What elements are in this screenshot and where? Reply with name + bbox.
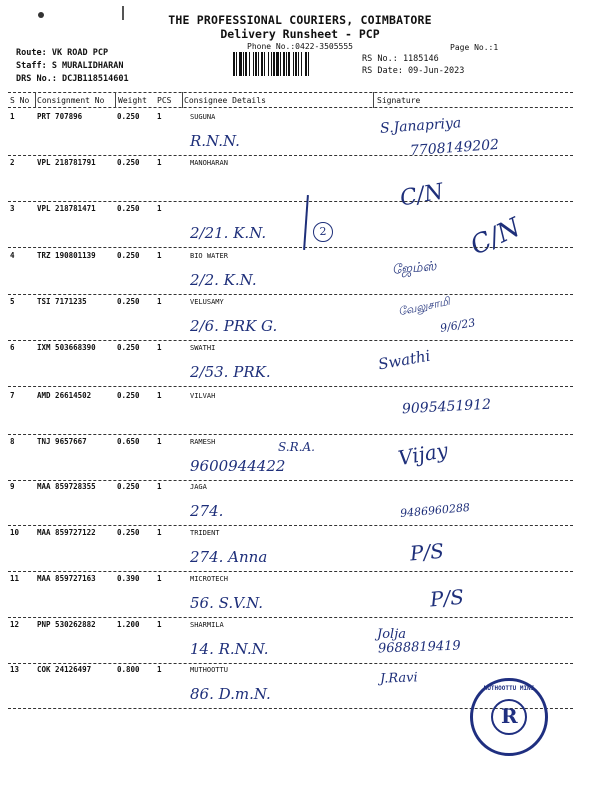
- row1-sig-phone: 7708149202: [409, 136, 500, 160]
- row-consignment-no: TSI 7171235: [37, 297, 87, 306]
- row-weight: 0.250: [117, 297, 140, 306]
- row-separator: [8, 247, 573, 248]
- row-signature: 9688819419: [377, 638, 461, 657]
- row-address-handwritten: 274. Anna: [190, 548, 268, 566]
- header-bottom-rule: [8, 107, 573, 108]
- row-consignee-name: RAMESH: [190, 438, 216, 446]
- row-consignment-no: TRZ 190801139: [37, 251, 96, 260]
- row-signature: Vijay: [396, 437, 450, 471]
- row-consignment-no: MAA 859727163: [37, 574, 96, 583]
- row-signature: C/N: [398, 179, 446, 212]
- row-separator: [8, 340, 573, 341]
- row-pcs: 1: [157, 437, 162, 446]
- row-consignment-no: COK 24126497: [37, 665, 92, 674]
- row-separator: [8, 434, 573, 435]
- row-signature: Swathi: [376, 346, 432, 374]
- row-address-handwritten: 2/2. K.N.: [190, 271, 257, 289]
- row-address-handwritten: 56. S.V.N.: [190, 594, 264, 612]
- row-sno: 9: [10, 482, 15, 491]
- stamp-text: MUTHOOTTU MINI: [483, 685, 535, 692]
- row-separator: [8, 201, 573, 202]
- col-signature: Signature: [377, 96, 421, 105]
- row-pcs: 1: [157, 482, 162, 491]
- rs-date: RS Date: 09-Jun-2023: [362, 66, 465, 76]
- row-sno: 4: [10, 251, 15, 260]
- row-pcs: 1: [157, 343, 162, 352]
- row-consignee-name: SWATHI: [190, 344, 216, 352]
- row-sno: 6: [10, 343, 15, 352]
- row-sno: 1: [10, 112, 15, 121]
- row-sno: 8: [10, 437, 15, 446]
- row-separator: [8, 525, 573, 526]
- row-sno: 12: [10, 620, 20, 629]
- row-address-handwritten: 9600944422: [190, 457, 286, 475]
- page-number: Page No.:1: [450, 43, 499, 52]
- row-separator: [8, 480, 573, 481]
- row-address-handwritten: 2/53. PRK.: [190, 363, 271, 381]
- header-top-rule: [8, 92, 573, 93]
- row-consignee-name: BIO WATER: [190, 252, 228, 260]
- row-address-handwritten: 2/21. K.N.: [190, 224, 267, 242]
- row-sno: 7: [10, 391, 15, 400]
- row-separator: [8, 294, 573, 295]
- row-signature: P/S: [409, 538, 445, 566]
- row-weight: 0.250: [117, 251, 140, 260]
- col-pcs: PCS: [157, 96, 172, 105]
- row-consignee-name: MICROTECH: [190, 575, 228, 583]
- row5-sig-name: வேலுசாமி: [397, 294, 451, 319]
- row-separator: [8, 155, 573, 156]
- row-sno: 13: [10, 665, 20, 674]
- row-sno: 2: [10, 158, 15, 167]
- row-signature: 9/6/23: [439, 316, 477, 335]
- row-weight: 0.250: [117, 158, 140, 167]
- row-sno: 11: [10, 574, 20, 583]
- col-divider: [115, 92, 116, 108]
- row-weight: 0.800: [117, 665, 140, 674]
- row-consignee-name: MUTHOOTTU: [190, 666, 228, 674]
- col-consignee: Consignee Details: [184, 96, 266, 105]
- row-address-handwritten: 2/6. PRK G.: [190, 317, 278, 335]
- row-weight: 1.200: [117, 620, 140, 629]
- row-weight: 0.250: [117, 112, 140, 121]
- row3-circle-mark: 2: [313, 222, 333, 242]
- row-consignee-name: JAGA: [190, 483, 207, 491]
- rs-number: RS No.: 1185146: [362, 54, 439, 64]
- row-consignee-name: MANOHARAN: [190, 159, 228, 167]
- row-pcs: 1: [157, 665, 162, 674]
- row-pcs: 1: [157, 251, 162, 260]
- col-divider: [182, 92, 183, 108]
- row-pcs: 1: [157, 391, 162, 400]
- col-consignment: Consignment No: [37, 96, 105, 105]
- row-pcs: 1: [157, 112, 162, 121]
- row-consignment-no: VPL 218781471: [37, 204, 96, 213]
- row-separator: [8, 663, 573, 664]
- row-sno: 5: [10, 297, 15, 306]
- row-address-handwritten: 14. R.N.N.: [190, 640, 269, 658]
- row-pcs: 1: [157, 620, 162, 629]
- row-weight: 0.250: [117, 204, 140, 213]
- route-label: Route: VK ROAD PCP: [16, 48, 109, 58]
- row-consignee-name: SUGUNA: [190, 113, 216, 121]
- row-weight: 0.650: [117, 437, 140, 446]
- phone-number: Phone No.:0422-3505555: [247, 42, 353, 51]
- row-consignment-no: PRT 707896: [37, 112, 83, 121]
- barcode: [233, 52, 355, 76]
- row-signature: 9486960288: [399, 500, 471, 521]
- row-separator: [8, 386, 573, 387]
- row-pcs: 1: [157, 574, 162, 583]
- row12-sig-name: Jolja: [377, 627, 406, 642]
- row-weight: 0.250: [117, 482, 140, 491]
- row-consignment-no: MAA 859728355: [37, 482, 96, 491]
- row-consignment-no: MAA 859727122: [37, 528, 96, 537]
- company-name: THE PROFESSIONAL COURIERS, COIMBATORE: [168, 13, 432, 27]
- stamp-initial: R: [501, 704, 518, 728]
- row-pcs: 1: [157, 204, 162, 213]
- staff-label: Staff: S MURALIDHARAN: [16, 61, 124, 71]
- col-sno: S No: [10, 96, 30, 105]
- row-signature: P/S: [429, 584, 465, 612]
- row1-sig-name: S.Janapriya: [379, 115, 462, 137]
- bracket-mark: [303, 195, 309, 250]
- row8-note: S.R.A.: [278, 440, 315, 454]
- row-weight: 0.250: [117, 343, 140, 352]
- row-weight: 0.390: [117, 574, 140, 583]
- row-pcs: 1: [157, 528, 162, 537]
- row-consignment-no: IXM 503668390: [37, 343, 96, 352]
- row-pcs: 1: [157, 297, 162, 306]
- col-divider: [373, 92, 374, 108]
- row-address-handwritten: R.N.N.: [190, 132, 240, 150]
- row-address-handwritten: 86. D.m.N.: [190, 685, 271, 703]
- row-separator: [8, 617, 573, 618]
- row-signature: ஜேம்ஸ்: [391, 259, 438, 278]
- row-signature: J.Ravi: [379, 670, 418, 687]
- row-consignment-no: VPL 218781791: [37, 158, 96, 167]
- col-divider: [35, 92, 36, 108]
- row-consignment-no: AMD 26614502: [37, 391, 92, 400]
- row-separator: [8, 571, 573, 572]
- row-consignee-name: VELUSAMY: [190, 298, 224, 306]
- drs-number: DRS No.: DCJB118514601: [16, 74, 129, 84]
- row-consignment-no: PNP 530262882: [37, 620, 96, 629]
- row-sno: 3: [10, 204, 15, 213]
- row-weight: 0.250: [117, 528, 140, 537]
- row-signature: C/N: [466, 212, 526, 262]
- row-consignee-name: SHARMILA: [190, 621, 224, 629]
- row-consignment-no: TNJ 9657667: [37, 437, 87, 446]
- document-title: Delivery Runsheet - PCP: [220, 27, 380, 41]
- col-weight: Weight: [118, 96, 147, 105]
- row-pcs: 1: [157, 158, 162, 167]
- row-weight: 0.250: [117, 391, 140, 400]
- row-signature: 9095451912: [401, 396, 492, 418]
- row-sno: 10: [10, 528, 20, 537]
- row-consignee-name: VILVAH: [190, 392, 216, 400]
- row-consignee-name: TRIDENT: [190, 529, 220, 537]
- row-address-handwritten: 274.: [190, 502, 224, 520]
